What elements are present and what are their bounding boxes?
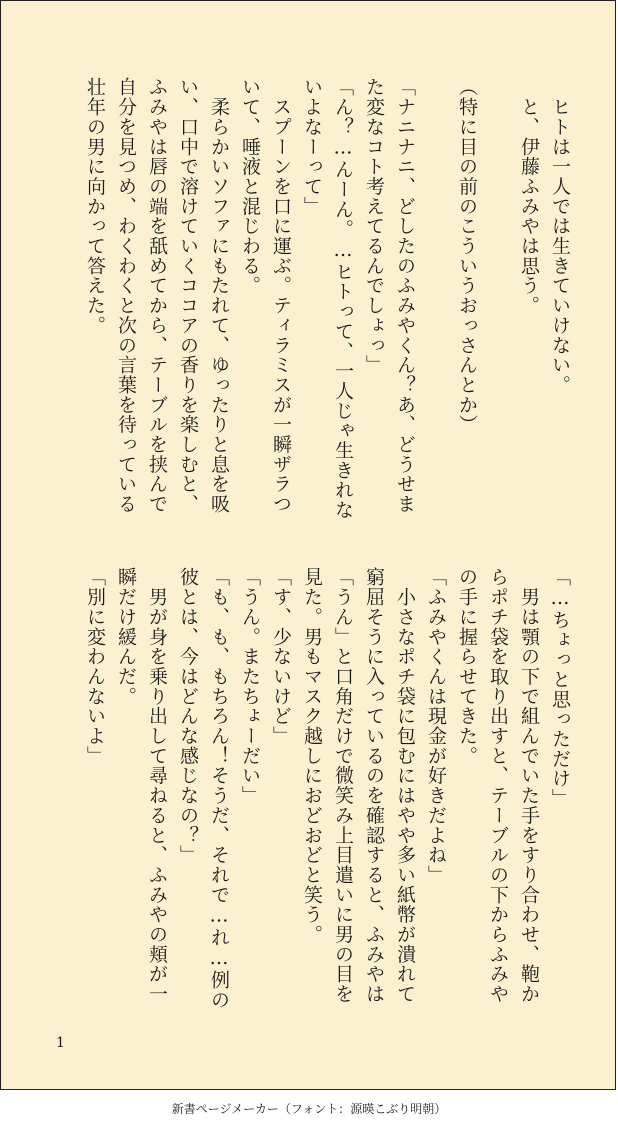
text-line: いて、唾液と混じわる。: [239, 77, 261, 296]
page-number: 1: [56, 1035, 65, 1051]
text-line: 見た。男もマスク越しにおどおどと笑う。: [301, 567, 323, 945]
text-line: 「ん？…んーん。…ヒトって、一人じゃ生きれな: [332, 77, 354, 520]
text-line: 「ナニナニ、どしたのふみやくん？あ、どうせま: [394, 77, 416, 514]
footer-caption: 新書ページメーカー（フォント：源暎こぶり明朝）: [171, 1102, 447, 1116]
text-line: 男が身を乗り出して尋ねると、ふみやの頬が一: [146, 567, 168, 1004]
text-line: 男は顎の下で組んでいた手をすり合わせ、鞄か: [518, 567, 540, 1004]
text-line: た変なコト考えてるんでしょっ」: [363, 77, 385, 375]
text-line: と、伊藤ふみやは思う。: [518, 77, 540, 316]
text-line: 小さなポチ袋に包むにはやや多い紙幣が潰れて: [394, 567, 416, 1004]
text-line: 「も、も、もちろん！そうだ、それで…れ…例の: [208, 567, 230, 1010]
text-line: 窮屈そうに入っているのを確認すると、ふみやは: [363, 567, 385, 1004]
text-line: 「うん」と口角だけで微笑み上目遣いに男の目を: [332, 567, 354, 1004]
text-line: 彼とは、今はどんな感じなの？」: [177, 567, 199, 865]
text-line: 「…ちょっと思っただけ」: [549, 567, 571, 809]
lower-text-block: [79, 567, 575, 1010]
text-line: （特に目の前のこういうおっさんとか）: [456, 77, 478, 435]
text-line: 「す、少ないけど」: [270, 567, 292, 746]
text-line: らポチ袋を取り出すと、テーブルの下からふみや: [487, 567, 509, 1004]
text-line: の手に握らせてきた。: [456, 567, 478, 766]
text-line: 「うん。またちょーだい」: [239, 567, 261, 806]
blank-line: [420, 77, 451, 537]
text-line: 柔らかいソファにもたれて、ゆったりと息を吸: [208, 77, 230, 514]
text-line: ヒトは一人では生きていけない。: [549, 77, 571, 395]
text-line: 「ふみやくんは現金が好きだよね」: [425, 567, 447, 885]
upper-text-block: [79, 77, 575, 537]
blank-line: [482, 77, 513, 537]
text-line: ふみやは唇の端を舐めてから、テーブルを挟んで: [146, 77, 168, 514]
text-line: 壮年の男に向かって答えた。: [84, 77, 106, 336]
text-line: 自分を見つめ、わくわくと次の言葉を待っている: [115, 77, 137, 514]
text-line: いよなーって」: [301, 77, 323, 216]
text-line: い、口中で溶けていくココアの香りを楽しむと、: [177, 77, 199, 514]
text-line: 「別に変わんないよ」: [84, 567, 106, 766]
text-line: 瞬だけ緩んだ。: [115, 567, 137, 706]
text-line: スプーンを口に運ぶ。ティラミスが一瞬ザラつ: [270, 77, 292, 514]
